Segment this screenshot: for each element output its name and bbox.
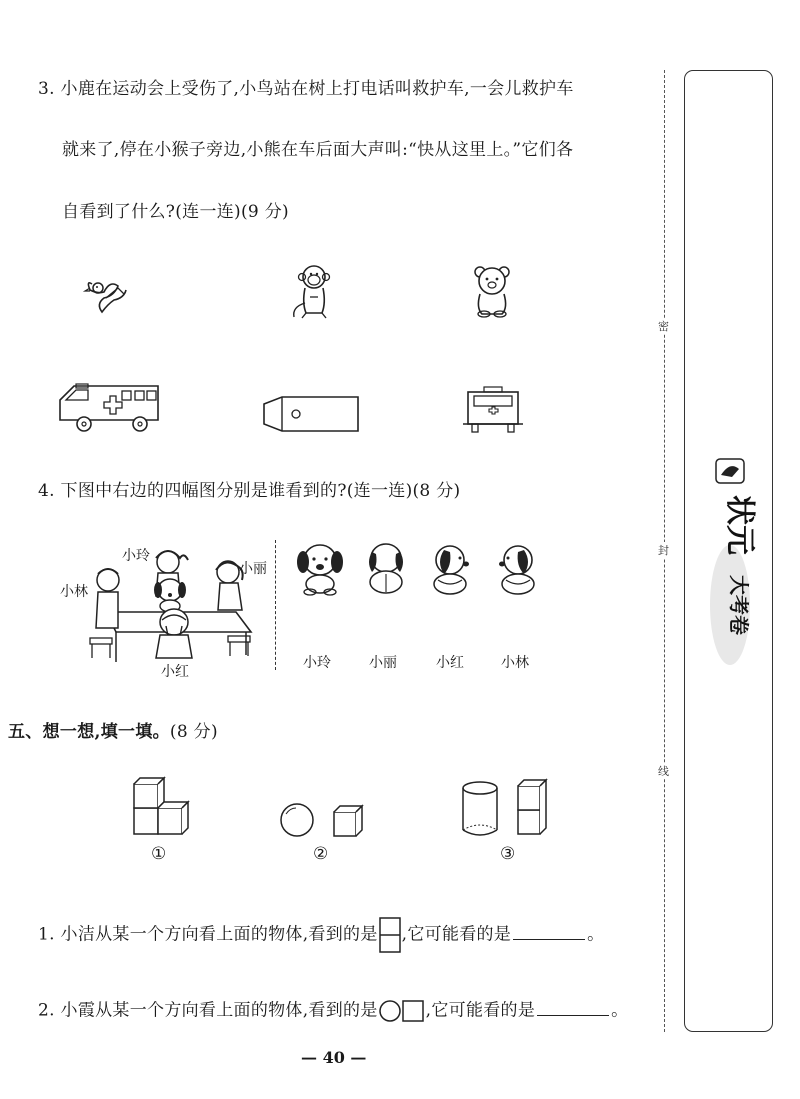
dog-view-back <box>360 540 412 596</box>
group-label-1: ① <box>151 844 167 864</box>
scene-label-xiaolin: 小林 <box>60 584 88 600</box>
q4-question: 4. 下图中右边的四幅图分别是谁看到的?(连一连)(8 分) <box>38 481 461 501</box>
scene-divider <box>275 540 276 670</box>
seal-char-xian: 线 <box>658 765 669 778</box>
q3-line1: 3. 小鹿在运动会上受伤了,小鸟站在树上打电话叫救护车,一会儿救护车 <box>38 79 574 99</box>
dog-view-right-side <box>426 540 478 596</box>
svg-text:大考卷: 大考卷 <box>727 575 751 635</box>
s5-answer-blank-1[interactable] <box>513 925 585 940</box>
view-label-2: 小丽 <box>369 655 397 671</box>
svg-text:状元: 状元 <box>722 495 757 555</box>
seal-char-feng: 封 <box>658 544 669 557</box>
s5-q1-prefix: 1. 小洁从某一个方向看上面的物体,看到的是 <box>38 924 378 945</box>
s5-q2-prefix: 2. 小霞从某一个方向看上面的物体,看到的是 <box>38 1000 378 1021</box>
s5-q1-end: 。 <box>587 924 605 945</box>
s5-q2-end: 。 <box>611 1000 629 1021</box>
bear-image <box>470 264 516 320</box>
s5-q2-suffix: ,它可能看的是 <box>425 1000 536 1021</box>
dog-view-front <box>294 540 346 596</box>
scene-label-xiaoling: 小玲 <box>122 548 150 564</box>
brand-logo-mark-icon <box>708 455 757 675</box>
scene-label-xiaoli: 小丽 <box>239 561 267 577</box>
ambulance-side-view <box>58 380 168 436</box>
s5-answer-blank-2[interactable] <box>537 1001 609 1016</box>
section5-heading <box>8 722 218 742</box>
section5-score: (8 分) <box>169 722 218 742</box>
sphere-and-cube-group-2 <box>280 802 370 838</box>
brand-logo <box>708 455 757 675</box>
view-label-4: 小林 <box>501 655 529 671</box>
circle-and-square-icon <box>379 1000 425 1022</box>
q3-line3: 自看到了什么?(连一连)(9 分) <box>62 202 289 222</box>
seal-char-mi: 密 <box>658 320 669 333</box>
cube-stack-group-1 <box>132 782 188 838</box>
view-label-3: 小红 <box>436 655 464 671</box>
kids-table-scene <box>86 540 256 670</box>
page-number: — 40 — <box>301 1048 367 1067</box>
section5-title: 五、想一想,填一填。 <box>8 722 170 742</box>
s5-question-2 <box>38 1000 628 1022</box>
monkey-image <box>288 263 336 321</box>
group-label-3: ③ <box>500 844 516 864</box>
view-label-1: 小玲 <box>303 655 331 671</box>
ambulance-rear-view <box>462 386 524 436</box>
bird-image <box>84 274 134 320</box>
s5-q1-suffix: ,它可能看的是 <box>401 924 512 945</box>
scene-label-xiaohong: 小红 <box>161 664 189 680</box>
cylinder-and-cubes-group-3 <box>460 780 552 838</box>
group-label-2: ② <box>313 844 329 864</box>
dog-view-left-side <box>490 540 542 596</box>
q3-line2: 就来了,停在小猴子旁边,小熊在车后面大声叫:“快从这里上。”它们各 <box>62 140 574 160</box>
ambulance-top-view <box>262 396 360 434</box>
front-view-two-squares-icon <box>379 917 401 953</box>
s5-question-1 <box>38 917 604 953</box>
